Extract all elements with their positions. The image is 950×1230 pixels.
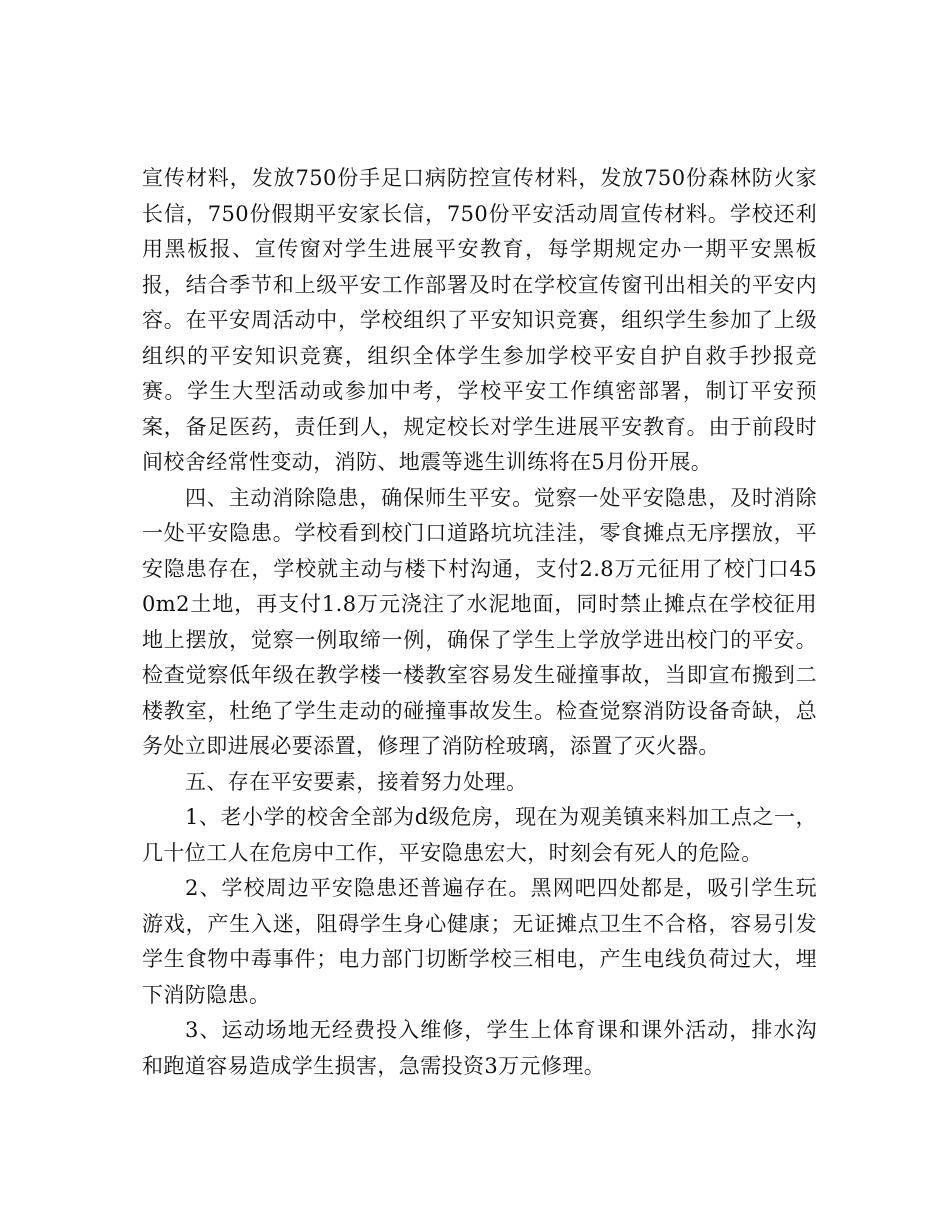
paragraph-item-3-sports-field-repair: 3、运动场地无经费投入维修，学生上体育课和课外活动，排水沟和跑道容易造成学生损害，急需投资3万元修理。	[142, 1018, 817, 1078]
paragraph-item-2-surrounding-hazards: 2、学校周边平安隐患还普遍存在。黑网吧四处都是，吸引学生玩游戏，产生入迷，阻碍学生身心健康；无证摊点卫生不合格，容易引发学生食物中毒事件；电力部门切断学校三相电，产生电线负荷过大，埋下消防隐患。	[142, 876, 817, 1007]
document-page	[142, 161, 817, 1084]
paragraph-section-five-heading: 五、存在平安要素，接着努力处理。	[185, 769, 528, 794]
paragraph-continuation-safety-publicity: 宣传材料，发放750份手足口病防控宣传材料，发放750份森林防火家长信，750份假期平安家长信，750份平安活动周宣传材料。学校还利用黑板报、宣传窗对学生进展平安教育，每学期规定办一期平安黑板报，结合季节和上级平安工作部署及时在学校宣传窗刊出相关的平安内容。在平安周活动中，学校组织了平安知识竞赛，组织学生参加了上级组织的平安知识竞赛，组织全体学生参加学校平安自护自救手抄报竞赛。学生大型活动或参加中考，学校平安工作缜密部署，制订平安预案，备足医药，责任到人，规定校长对学生进展平安教育。由于前段时间校舍经常性变动，消防、地震等逃生训练将在5月份开展。	[142, 166, 817, 474]
paragraph-item-1-dangerous-buildings: 1、老小学的校舍全部为d级危房，现在为观美镇来料加工点之一，几十位工人在危房中工作，平安隐患宏大，时刻会有死人的危险。	[142, 805, 817, 865]
paragraph-section-four-eliminate-hazards: 四、主动消除隐患，确保师生平安。觉察一处平安隐患，及时消除一处平安隐患。学校看到校门口道路坑坑洼洼，零食摊点无序摆放，平安隐患存在，学校就主动与楼下村沟通，支付2.8万元征用了校门口450m2土地，再支付1.8万元浇注了水泥地面，同时禁止摊点在学校征用地上摆放，觉察一例取缔一例，确保了学生上学放学进出校门的平安。检查觉察低年级在教学楼一楼教室容易发生碰撞事故，当即宣布搬到二楼教室，杜绝了学生走动的碰撞事故发生。检查觉察消防设备奇缺，总务处立即进展必要添置，修理了消防栓玻璃，添置了灭火器。	[142, 485, 817, 758]
